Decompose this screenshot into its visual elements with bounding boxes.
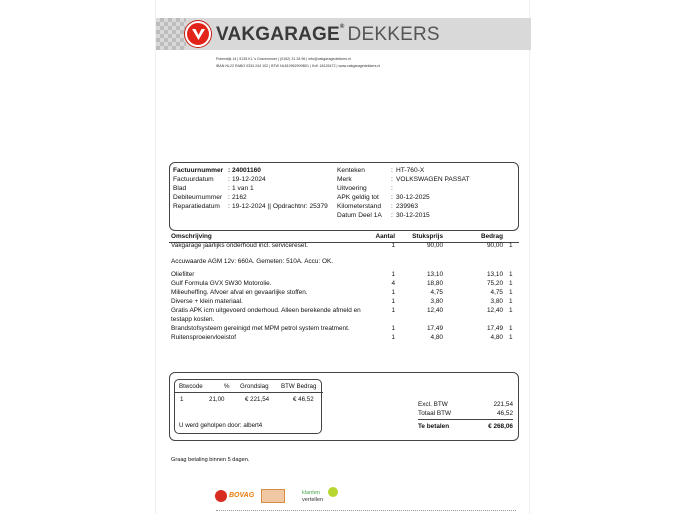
invoice-field-label: Reparatiedatum xyxy=(173,203,220,210)
klantenvertellen-logo xyxy=(302,488,352,504)
item-amount: 17,49 xyxy=(487,325,503,332)
item-description: Milieuheffing. Afvoer afval en gevaarlijke stoffen. xyxy=(171,289,308,296)
amount-due-value: € 268,06 xyxy=(488,423,513,430)
amount-due-label: Te betalen xyxy=(418,423,450,430)
invoice-page xyxy=(155,0,530,514)
item-unit-price: 3,80 xyxy=(430,298,443,305)
vehicle-field-value: 30-12-2015 xyxy=(396,212,430,219)
contact-info xyxy=(216,56,380,70)
total-vat-value: 46,52 xyxy=(497,410,513,417)
item-description: testapp kosten. xyxy=(171,316,215,323)
item-vat-code: 1 xyxy=(509,298,513,305)
contact-line-2: IBAN NL22 RABO 0334 244 102 | BTW NL810962909B01 | KvK 18126472 | www.vakgaragedekkers.nl xyxy=(216,64,381,68)
vat-code: 1 xyxy=(180,396,184,403)
invoice-field-row xyxy=(173,166,261,175)
item-amount: 12,40 xyxy=(487,307,503,314)
invoice-field-separator: : xyxy=(228,176,230,183)
invoice-field-value: 19-12-2024 xyxy=(232,176,266,183)
item-description: Oliefilter xyxy=(171,271,195,278)
item-unit-price: 13,10 xyxy=(427,271,443,278)
vehicle-field-value: 239963 xyxy=(396,203,419,210)
total-vat-label: Totaal BTW xyxy=(418,410,452,417)
vehicle-field-separator: : xyxy=(391,185,393,192)
vehicle-field-separator: : xyxy=(391,203,393,210)
item-amount: 13,10 xyxy=(487,271,503,278)
vehicle-field-row xyxy=(337,166,424,175)
bovag-emblem-icon xyxy=(215,490,227,502)
invoice-field-label: Blad xyxy=(173,185,187,192)
invoice-field-value: 19-12-2024 || Opdrachtnr: 25379 xyxy=(232,203,328,210)
item-description: Gulf Formula GVX 5W30 Motorolie. xyxy=(171,280,272,287)
invoice-field-value: 2162 xyxy=(232,194,247,201)
invoice-field-row xyxy=(173,202,328,211)
item-quantity: 4 xyxy=(391,280,395,287)
vehicle-field-label: Merk xyxy=(337,176,352,183)
item-amount: 4,75 xyxy=(490,289,503,296)
bovag-logo xyxy=(215,489,253,503)
vat-divider xyxy=(175,392,323,393)
payment-terms: Graag betaling binnen 5 dagen. xyxy=(171,457,250,463)
invoice-field-row xyxy=(173,184,254,193)
vehicle-field-row xyxy=(337,211,430,220)
item-amount: 75,20 xyxy=(487,280,503,287)
vehicle-field-separator: : xyxy=(391,194,393,201)
invoice-field-separator: : xyxy=(228,167,231,174)
item-unit-price: 12,40 xyxy=(427,307,443,314)
certification-badge-icon xyxy=(261,489,285,503)
vehicle-field-row xyxy=(337,202,418,211)
item-quantity: 1 xyxy=(391,325,395,332)
vat-amount: € 46,52 xyxy=(293,396,314,403)
vat-header xyxy=(175,383,323,392)
vehicle-field-label: Datum Deel 1A xyxy=(337,212,382,219)
item-quantity: 1 xyxy=(391,307,395,314)
invoice-field-value: 24001160 xyxy=(232,167,261,174)
item-amount: 3,80 xyxy=(490,298,503,305)
item-description: Diverse + klein materiaal. xyxy=(171,298,243,305)
excl-vat-label: Excl. BTW xyxy=(418,401,448,408)
vehicle-field-label: Kilometerstand xyxy=(337,203,381,210)
vehicle-field-value: HT-760-X xyxy=(396,167,425,174)
invoice-field-label: Factuurnummer xyxy=(173,167,224,174)
vehicle-field-separator: : xyxy=(391,167,393,174)
contact-line-1: Polenstijk 14 | 5135 KL 's Gravenmoer | (0162) 31 28 96 | info@vakgaragedekkers.nl xyxy=(216,57,351,61)
item-quantity: 1 xyxy=(391,271,395,278)
vehicle-field-label: Uitvoering xyxy=(337,185,367,192)
vehicle-field-label: APK geldig tot xyxy=(337,194,379,201)
vat-row xyxy=(175,396,323,405)
vat-col-code: Btwcode xyxy=(179,383,203,390)
item-unit-price: 17,49 xyxy=(427,325,443,332)
vat-table xyxy=(174,379,322,434)
item-unit-price: 90,00 xyxy=(427,242,443,249)
checkmark-icon xyxy=(328,487,338,497)
col-price: Stuksprijs xyxy=(412,233,443,240)
item-amount: 4,80 xyxy=(490,334,503,341)
item-quantity: 1 xyxy=(391,242,395,249)
vertellen-text: vertellen xyxy=(302,497,324,503)
item-unit-price: 4,80 xyxy=(430,334,443,341)
invoice-field-label: Factuurdatum xyxy=(173,176,214,183)
total-divider xyxy=(418,419,513,420)
vehicle-field-label: Kenteken xyxy=(337,167,365,174)
item-vat-code: 1 xyxy=(509,334,513,341)
invoice-field-row xyxy=(173,175,266,184)
item-quantity: 1 xyxy=(391,334,395,341)
invoice-field-label: Debiteurnummer xyxy=(173,194,223,201)
vehicle-field-value: VOLKSWAGEN PASSAT xyxy=(396,176,470,183)
col-description: Omschrijving xyxy=(171,233,212,240)
brand-logotype: VAKGARAGE® DEKKERS xyxy=(216,24,440,45)
item-unit-price: 4,75 xyxy=(430,289,443,296)
bovag-text: BOVAG xyxy=(229,492,255,499)
vehicle-field-separator: : xyxy=(391,212,393,219)
klanten-text: klanten xyxy=(302,490,321,496)
vat-col-amount: BTW Bedrag xyxy=(281,383,317,390)
item-unit-price: 18,80 xyxy=(427,280,443,287)
item-description: Brandstofsysteem gereinigd met MPM petrol system treatment. xyxy=(171,325,350,332)
item-description: Ruitensproeiervloeistof xyxy=(171,334,237,341)
item-description: Vakgarage jaarlijks onderhoud incl. servicereset. xyxy=(171,242,308,249)
vat-pct: 21,00 xyxy=(209,396,225,403)
item-vat-code: 1 xyxy=(509,307,513,314)
checkered-pattern xyxy=(156,18,186,50)
vakgarage-logo-icon xyxy=(185,21,211,47)
item-vat-code: 1 xyxy=(509,289,513,296)
item-vat-code: 1 xyxy=(509,271,513,278)
invoice-field-separator: : xyxy=(228,194,230,201)
item-vat-code: 1 xyxy=(509,325,513,332)
vat-base: € 221,54 xyxy=(245,396,270,403)
col-qty: Aantal xyxy=(375,233,395,240)
footer-fineprint xyxy=(216,510,516,512)
col-amount: Bedrag xyxy=(480,233,503,240)
item-quantity: 1 xyxy=(391,298,395,305)
vehicle-field-separator: : xyxy=(391,176,393,183)
item-description: Gratis APK icm uitgevoerd onderhoud. Alleen berekende afmeld en xyxy=(171,307,361,314)
item-quantity: 1 xyxy=(391,289,395,296)
vehicle-field-row xyxy=(337,184,396,193)
item-vat-code: 1 xyxy=(509,280,513,287)
helped-by: U werd geholpen door: albert4 xyxy=(179,422,263,429)
vat-col-pct: % xyxy=(224,383,230,390)
invoice-field-separator: : xyxy=(228,203,230,210)
vehicle-field-row xyxy=(337,175,470,184)
vat-col-base: Grondslag xyxy=(240,383,269,390)
item-description: Accuwaarde AGM 12v: 660A. Gemeten: 510A. Accu: OK. xyxy=(171,258,333,265)
invoice-field-row xyxy=(173,193,247,202)
item-vat-code: 1 xyxy=(509,242,513,249)
invoice-field-separator: : xyxy=(228,185,230,192)
excl-vat-value: 221,54 xyxy=(493,401,513,408)
invoice-field-value: 1 van 1 xyxy=(232,185,254,192)
item-amount: 90,00 xyxy=(487,242,503,249)
vehicle-field-row xyxy=(337,193,430,202)
vehicle-field-value: 30-12-2025 xyxy=(396,194,430,201)
